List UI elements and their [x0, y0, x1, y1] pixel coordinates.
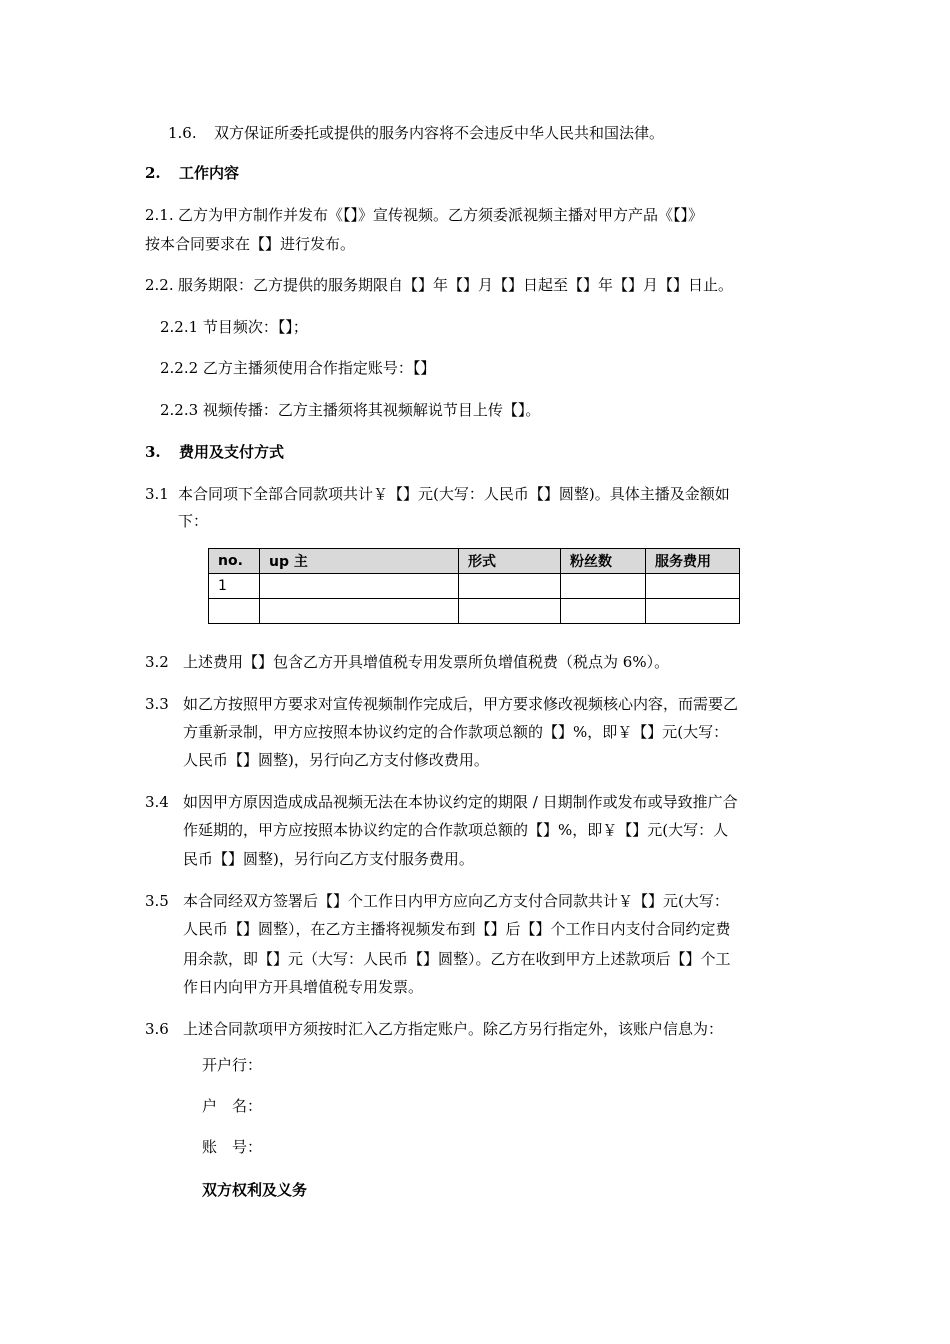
section-2-2-1-text: 2.2.1 节目频次：【】；: [160, 318, 308, 336]
account-bank-label: 开户行：: [202, 1056, 263, 1074]
section-3-1-number: 3.1: [145, 485, 169, 503]
section-2-1-number: 2.1.: [145, 206, 174, 224]
table-cell: [561, 574, 646, 599]
section-1-6-number: 1.6.: [168, 124, 197, 142]
fee-table-header-fee: 服务费用: [646, 549, 740, 574]
section-3-4-line2: 作延期的，甲方应按照本协议约定的合作款项总额的【】%，即￥【】元(大写：人: [183, 821, 729, 839]
section-3-title: 费用及支付方式: [179, 443, 285, 461]
section-2-2-text: 服务期限：乙方提供的服务期限自【】年【】月【】日起至【】年【】月【】日止。: [178, 276, 734, 294]
section-3-3-line2: 方重新录制，甲方应按照本协议约定的合作款项总额的【】%，即￥【】元(大写：: [183, 723, 729, 741]
table-cell: [459, 574, 561, 599]
section-3-6-number: 3.6: [145, 1020, 169, 1038]
section-2-1-line1: 乙方为甲方制作并发布《【】》宣传视频。乙方须委派视频主播对甲方产品《【】》: [178, 206, 704, 224]
section-3-5-line3: 用余款，即【】元（大写：人民币【】圆整）。乙方在收到甲方上述款项后【】个工: [183, 950, 731, 968]
section-3-4-line1: 如因甲方原因造成成品视频无法在本协议约定的期限 / 日期制作或发布或导致推广合: [183, 793, 738, 811]
table-cell: [209, 599, 260, 624]
section-2-2-2-text: 2.2.2 乙方主播须使用合作指定账号：【】: [160, 359, 436, 377]
table-cell: [646, 599, 740, 624]
section-3-5-line4: 作日内向甲方开具增值税专用发票。: [183, 978, 424, 996]
section-3-3-line3: 人民币【】圆整)，另行向乙方支付修改费用。: [183, 751, 489, 769]
section-3-number: 3.: [145, 443, 161, 461]
fee-table-header-no: no.: [209, 549, 260, 574]
section-3-2-number: 3.2: [145, 653, 169, 671]
section-3-6-text: 上述合同款项甲方须按时汇入乙方指定账户。除乙方另行指定外，该账户信息为：: [183, 1020, 724, 1038]
section-2-title: 工作内容: [179, 164, 240, 182]
account-name-label: 户 名：: [202, 1097, 263, 1115]
section-3-4-number: 3.4: [145, 793, 169, 811]
table-cell: [646, 574, 740, 599]
section-2-number: 2.: [145, 164, 161, 182]
section-4-title: 双方权利及义务: [202, 1181, 308, 1199]
section-3-4-line3: 民币【】圆整)，另行向乙方支付服务费用。: [183, 850, 474, 868]
table-cell: [561, 599, 646, 624]
section-3-5-number: 3.5: [145, 892, 169, 910]
fee-table-header-row: [209, 549, 740, 574]
table-row: [209, 599, 740, 624]
section-3-3-number: 3.3: [145, 695, 169, 713]
fee-table-header-uploader: up 主: [260, 549, 459, 574]
section-3-1-line2: 下：: [178, 512, 209, 530]
section-3-2-text: 上述费用【】包含乙方开具增值税专用发票所负增值税费（税点为 6%）。: [183, 653, 670, 671]
section-1-6-text: 双方保证所委托或提供的服务内容将不会违反中华人民共和国法律。: [214, 124, 665, 142]
section-2-1-line2: 按本合同要求在【】进行发布。: [145, 235, 356, 253]
table-cell: [459, 599, 561, 624]
section-3-5-line2: 人民币【】圆整），在乙方主播将视频发布到【】后【】个工作日内支付合同约定费: [183, 920, 731, 938]
account-number-label: 账 号：: [202, 1138, 263, 1156]
table-cell: [260, 574, 459, 599]
table-cell: [260, 599, 459, 624]
fee-table: [208, 548, 740, 624]
section-2-2-number: 2.2.: [145, 276, 174, 294]
section-3-1-line1: 本合同项下全部合同款项共计￥【】元(大写：人民币【】圆整)。具体主播及金额如: [178, 485, 730, 503]
section-3-3-line1: 如乙方按照甲方要求对宣传视频制作完成后，甲方要求修改视频核心内容，而需要乙: [183, 695, 739, 713]
fee-table-header-format: 形式: [459, 549, 561, 574]
fee-table-header-followers: 粉丝数: [561, 549, 646, 574]
table-cell: 1: [209, 574, 260, 599]
table-row: [209, 574, 740, 599]
section-3-5-line1: 本合同经双方签署后【】个工作日内甲方应向乙方支付合同款共计￥【】元(大写：: [183, 892, 729, 910]
section-2-2-3-text: 2.2.3 视频传播：乙方主播须将其视频解说节目上传【】。: [160, 401, 541, 419]
